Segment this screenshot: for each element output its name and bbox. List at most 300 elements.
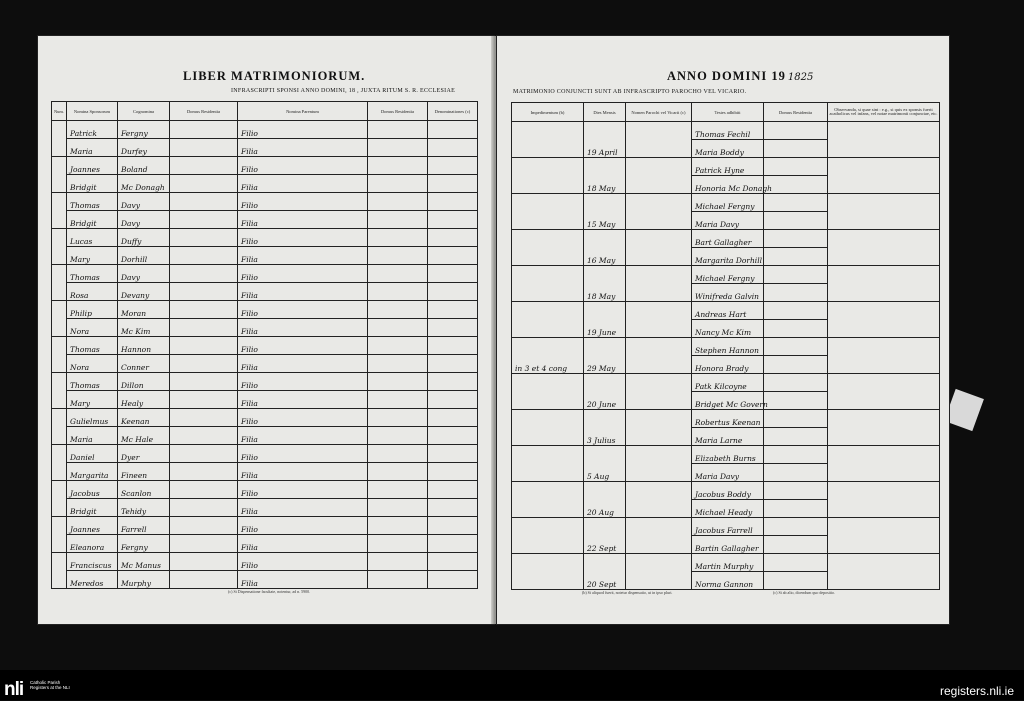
witness-1-residence <box>764 158 828 176</box>
left-col-header: Denominationes (c) <box>428 102 478 121</box>
impediment <box>512 554 584 590</box>
groom-denomination <box>428 301 478 319</box>
right-col-header: Testes adhibiti <box>692 103 764 122</box>
priest-name <box>626 554 692 590</box>
right-col-header: Nomen Parochi vel Vicarii (c) <box>626 103 692 122</box>
bride-residence <box>170 499 238 517</box>
bride-parents-residence <box>368 463 428 481</box>
bride-residence <box>170 463 238 481</box>
bride-denomination <box>428 319 478 337</box>
bride-surname: Davy <box>118 211 170 229</box>
left-col-header: Cognomina <box>118 102 170 121</box>
entry-number <box>52 265 67 301</box>
right-register-page <box>497 36 949 624</box>
marriage-date: 20 June <box>584 374 626 410</box>
witness-2-residence <box>764 248 828 266</box>
impediment <box>512 374 584 410</box>
bride-parents-residence <box>368 571 428 589</box>
register-row-bride <box>52 211 478 229</box>
bride-parents: Filia <box>238 427 368 445</box>
groom-parents: Filio <box>238 553 368 571</box>
groom-parents: Filio <box>238 445 368 463</box>
groom-residence <box>170 193 238 211</box>
marriage-date: 3 Julius <box>584 410 626 446</box>
bride-parents-residence <box>368 427 428 445</box>
groom-residence <box>170 121 238 139</box>
groom-name: Franciscus <box>67 553 118 571</box>
groom-surname: Dillon <box>118 373 170 391</box>
impediment <box>512 158 584 194</box>
entry-number <box>52 409 67 445</box>
groom-parents: Filio <box>238 229 368 247</box>
groom-name: Thomas <box>67 337 118 355</box>
groom-parents-residence <box>368 337 428 355</box>
marriage-row-top <box>512 446 940 464</box>
register-row-bride <box>52 319 478 337</box>
bride-surname: Mc Kim <box>118 319 170 337</box>
bride-surname: Dorhill <box>118 247 170 265</box>
entry-number <box>52 337 67 373</box>
bride-parents-residence <box>368 283 428 301</box>
groom-surname: Moran <box>118 301 170 319</box>
bride-name: Bridgit <box>67 175 118 193</box>
bride-surname: Conner <box>118 355 170 373</box>
bride-surname: Tehidy <box>118 499 170 517</box>
bride-parents: Filia <box>238 499 368 517</box>
priest-name <box>626 338 692 374</box>
bride-surname: Devany <box>118 283 170 301</box>
groom-denomination <box>428 265 478 283</box>
witness-1-residence <box>764 194 828 212</box>
priest-name <box>626 374 692 410</box>
bride-residence <box>170 571 238 589</box>
bride-name: Rosa <box>67 283 118 301</box>
register-row-bride <box>52 427 478 445</box>
register-row-groom <box>52 157 478 175</box>
groom-name: Jacobus <box>67 481 118 499</box>
witness-2-residence <box>764 212 828 230</box>
register-row-groom <box>52 229 478 247</box>
marriage-date: 16 May <box>584 230 626 266</box>
impediment <box>512 230 584 266</box>
groom-parents: Filio <box>238 337 368 355</box>
bride-parents: Filia <box>238 283 368 301</box>
left-col-header: Nomina Sponsorum <box>67 102 118 121</box>
impediment <box>512 302 584 338</box>
groom-parents-residence <box>368 229 428 247</box>
witness-1: Patk Kilcoyne <box>692 374 764 392</box>
bride-name: Bridgit <box>67 499 118 517</box>
bride-denomination <box>428 463 478 481</box>
impediment <box>512 194 584 230</box>
bride-parents: Filia <box>238 391 368 409</box>
witness-1: Thomas Fechil <box>692 122 764 140</box>
bride-residence <box>170 283 238 301</box>
groom-denomination <box>428 445 478 463</box>
witness-2: Bridget Mc Govern <box>692 392 764 410</box>
groom-name: Patrick <box>67 121 118 139</box>
groom-parents: Filio <box>238 373 368 391</box>
groom-parents: Filio <box>238 121 368 139</box>
groom-parents-residence <box>368 481 428 499</box>
witness-2: Michael Heady <box>692 500 764 518</box>
bride-residence <box>170 139 238 157</box>
witness-2-residence <box>764 536 828 554</box>
right-footnote-right: (c) Si ab alio, dicendum quo depositio. <box>773 590 835 595</box>
entry-number <box>52 157 67 193</box>
bride-parents-residence <box>368 247 428 265</box>
bride-surname: Murphy <box>118 571 170 589</box>
bride-residence <box>170 175 238 193</box>
groom-name: Joannes <box>67 517 118 535</box>
impediment <box>512 518 584 554</box>
bride-denomination <box>428 139 478 157</box>
bride-name: Eleanora <box>67 535 118 553</box>
marriage-row-top <box>512 374 940 392</box>
witness-2-residence <box>764 428 828 446</box>
groom-surname: Hannon <box>118 337 170 355</box>
bride-parents-residence <box>368 175 428 193</box>
groom-name: Thomas <box>67 373 118 391</box>
bride-parents-residence <box>368 499 428 517</box>
bride-parents-residence <box>368 391 428 409</box>
bride-parents-residence <box>368 535 428 553</box>
bride-denomination <box>428 499 478 517</box>
right-table-header <box>512 103 940 122</box>
register-row-bride <box>52 283 478 301</box>
register-row-bride <box>52 463 478 481</box>
priest-name <box>626 518 692 554</box>
left-register-page <box>38 36 494 624</box>
witness-1-residence <box>764 518 828 536</box>
marriage-row-top <box>512 302 940 320</box>
impediment <box>512 482 584 518</box>
anno-domini-label: ANNO DOMINI <box>667 69 768 83</box>
groom-denomination <box>428 553 478 571</box>
left-table-header <box>52 102 478 121</box>
bride-denomination <box>428 247 478 265</box>
bride-name: Maria <box>67 139 118 157</box>
marriage-date: 22 Sept <box>584 518 626 554</box>
groom-parents-residence <box>368 553 428 571</box>
witness-1-residence <box>764 302 828 320</box>
witness-1-residence <box>764 410 828 428</box>
impediment <box>512 446 584 482</box>
witness-1-residence <box>764 266 828 284</box>
groom-parents-residence <box>368 445 428 463</box>
register-row-groom <box>52 265 478 283</box>
priest-name <box>626 446 692 482</box>
bride-residence <box>170 355 238 373</box>
register-row-groom <box>52 445 478 463</box>
witness-1-residence <box>764 374 828 392</box>
register-row-bride <box>52 247 478 265</box>
marriage-date: 15 May <box>584 194 626 230</box>
witness-2-residence <box>764 176 828 194</box>
register-row-groom <box>52 373 478 391</box>
groom-denomination <box>428 409 478 427</box>
groom-denomination <box>428 517 478 535</box>
groom-name: Daniel <box>67 445 118 463</box>
priest-name <box>626 266 692 302</box>
witness-2: Bartin Gallagher <box>692 536 764 554</box>
groom-denomination <box>428 193 478 211</box>
witness-2-residence <box>764 356 828 374</box>
groom-surname: Dyer <box>118 445 170 463</box>
groom-surname: Davy <box>118 193 170 211</box>
register-row-groom <box>52 121 478 139</box>
left-footnote: (c) Si Dispensatione facultate, notentur, ad n. 5900. <box>228 589 311 594</box>
witness-1: Martin Murphy <box>692 554 764 572</box>
bride-denomination <box>428 571 478 589</box>
priest-name <box>626 482 692 518</box>
bride-name: Mary <box>67 247 118 265</box>
witness-1: Patrick Hyne <box>692 158 764 176</box>
witness-1-residence <box>764 230 828 248</box>
bride-denomination <box>428 175 478 193</box>
bride-surname: Fergny <box>118 535 170 553</box>
witness-2: Maria Larne <box>692 428 764 446</box>
register-row-bride <box>52 571 478 589</box>
bride-denomination <box>428 391 478 409</box>
priest-name <box>626 410 692 446</box>
groom-parents: Filio <box>238 481 368 499</box>
groom-surname: Davy <box>118 265 170 283</box>
groom-parents: Filio <box>238 517 368 535</box>
bride-surname: Mc Hale <box>118 427 170 445</box>
bride-name: Nora <box>67 355 118 373</box>
priest-name <box>626 122 692 158</box>
observations <box>828 518 940 554</box>
entry-number <box>52 193 67 229</box>
witness-1-residence <box>764 554 828 572</box>
entry-number <box>52 553 67 589</box>
bride-parents: Filia <box>238 211 368 229</box>
entry-number <box>52 301 67 337</box>
marriage-date: 29 May <box>584 338 626 374</box>
groom-residence <box>170 229 238 247</box>
marriage-row-top <box>512 518 940 536</box>
groom-name: Gulielmus <box>67 409 118 427</box>
groom-parents-residence <box>368 373 428 391</box>
witness-2-residence <box>764 392 828 410</box>
groom-denomination <box>428 373 478 391</box>
year-printed: 19 <box>771 69 786 83</box>
entry-number <box>52 121 67 157</box>
groom-residence <box>170 157 238 175</box>
witness-1: Michael Fergny <box>692 266 764 284</box>
marriage-row-top <box>512 410 940 428</box>
right-page-title <box>667 69 813 84</box>
bride-parents-residence <box>368 211 428 229</box>
bride-residence <box>170 391 238 409</box>
groom-parents-residence <box>368 157 428 175</box>
observations <box>828 446 940 482</box>
register-row-bride <box>52 139 478 157</box>
witness-2-residence <box>764 572 828 590</box>
marriage-date: 19 April <box>584 122 626 158</box>
register-row-bride <box>52 535 478 553</box>
witness-1-residence <box>764 482 828 500</box>
register-row-groom <box>52 193 478 211</box>
priest-name <box>626 230 692 266</box>
groom-parents-residence <box>368 301 428 319</box>
branding-bar <box>0 670 1024 700</box>
groom-parents-residence <box>368 265 428 283</box>
bride-parents: Filia <box>238 571 368 589</box>
witness-2: Honoria Mc Donagh <box>692 176 764 194</box>
groom-residence <box>170 301 238 319</box>
groom-name: Philip <box>67 301 118 319</box>
groom-name: Thomas <box>67 193 118 211</box>
bride-parents: Filia <box>238 319 368 337</box>
groom-name: Lucas <box>67 229 118 247</box>
nli-logo-subtitle: Catholic Parish Registers at the NLI <box>30 680 70 690</box>
right-table-body <box>512 122 940 590</box>
register-row-groom <box>52 553 478 571</box>
groom-residence <box>170 517 238 535</box>
entry-number <box>52 373 67 409</box>
bride-denomination <box>428 427 478 445</box>
bride-parents: Filia <box>238 247 368 265</box>
groom-residence <box>170 337 238 355</box>
right-col-header: Impedimentum (b) <box>512 103 584 122</box>
left-col-header: Nomina Parentum <box>238 102 368 121</box>
groom-residence <box>170 481 238 499</box>
left-page-title: LIBER MATRIMONIORUM. <box>183 69 366 83</box>
witness-1: Jacobus Boddy <box>692 482 764 500</box>
groom-residence <box>170 265 238 283</box>
witness-1: Jacobus Farrell <box>692 518 764 536</box>
impediment: in 3 et 4 cong <box>512 338 584 374</box>
groom-surname: Duffy <box>118 229 170 247</box>
groom-residence <box>170 373 238 391</box>
marriage-row-top <box>512 482 940 500</box>
bride-parents: Filia <box>238 175 368 193</box>
groom-parents: Filio <box>238 301 368 319</box>
marriage-date: 20 Aug <box>584 482 626 518</box>
witness-2: Nancy Mc Kim <box>692 320 764 338</box>
witness-2: Maria Davy <box>692 464 764 482</box>
bride-surname: Mc Donagh <box>118 175 170 193</box>
groom-surname: Fergny <box>118 121 170 139</box>
witness-1: Michael Fergny <box>692 194 764 212</box>
witness-1: Bart Gallagher <box>692 230 764 248</box>
entry-number <box>52 229 67 265</box>
observations <box>828 266 940 302</box>
groom-denomination <box>428 481 478 499</box>
witness-1: Stephen Hannon <box>692 338 764 356</box>
year-handwritten: 1825 <box>787 72 814 83</box>
groom-residence <box>170 553 238 571</box>
impediment <box>512 410 584 446</box>
bride-parents-residence <box>368 355 428 373</box>
bride-parents: Filia <box>238 463 368 481</box>
groom-denomination <box>428 337 478 355</box>
register-row-groom <box>52 481 478 499</box>
right-footnote-left: (b) Si aliquod fuerit, notetur dispensatio, ut in ipso pluri. <box>582 590 673 595</box>
bride-name: Meredos <box>67 571 118 589</box>
groom-denomination <box>428 121 478 139</box>
observations <box>828 158 940 194</box>
left-col-header: Domus Residentia <box>170 102 238 121</box>
witness-2-residence <box>764 464 828 482</box>
groom-parents-residence <box>368 121 428 139</box>
observations <box>828 482 940 518</box>
marriage-date: 5 Aug <box>584 446 626 482</box>
observations <box>828 194 940 230</box>
groom-denomination <box>428 229 478 247</box>
entry-number <box>52 481 67 517</box>
groom-residence <box>170 409 238 427</box>
register-row-groom <box>52 517 478 535</box>
left-col-header: Domus Residentia <box>368 102 428 121</box>
bride-residence <box>170 247 238 265</box>
groom-surname: Scanlon <box>118 481 170 499</box>
bride-denomination <box>428 211 478 229</box>
witness-2: Norma Gannon <box>692 572 764 590</box>
left-col-header: Num. <box>52 102 67 121</box>
bride-denomination <box>428 535 478 553</box>
marriage-row-top <box>512 122 940 140</box>
priest-name <box>626 302 692 338</box>
witness-1-residence <box>764 338 828 356</box>
bride-name: Mary <box>67 391 118 409</box>
groom-parents: Filio <box>238 409 368 427</box>
entry-number <box>52 445 67 481</box>
register-row-groom <box>52 337 478 355</box>
groom-parents-residence <box>368 193 428 211</box>
observations <box>828 122 940 158</box>
groom-parents-residence <box>368 517 428 535</box>
observations <box>828 554 940 590</box>
groom-name: Joannes <box>67 157 118 175</box>
groom-surname: Farrell <box>118 517 170 535</box>
right-col-header: Dies Mensis <box>584 103 626 122</box>
witness-2: Winifreda Galvin <box>692 284 764 302</box>
bride-parents: Filia <box>238 535 368 553</box>
marriage-register-table-right <box>511 102 940 590</box>
groom-parents: Filio <box>238 157 368 175</box>
witness-2: Maria Davy <box>692 212 764 230</box>
witness-2-residence <box>764 284 828 302</box>
bride-surname: Durfey <box>118 139 170 157</box>
witness-2-residence <box>764 140 828 158</box>
marriage-row-top <box>512 338 940 356</box>
groom-surname: Keenan <box>118 409 170 427</box>
impediment <box>512 122 584 158</box>
witness-1: Elizabeth Burns <box>692 446 764 464</box>
observations <box>828 230 940 266</box>
priest-name <box>626 158 692 194</box>
marriage-date: 19 June <box>584 302 626 338</box>
groom-parents: Filio <box>238 193 368 211</box>
witness-2: Margarita Dorhill <box>692 248 764 266</box>
bride-residence <box>170 535 238 553</box>
bride-parents-residence <box>368 319 428 337</box>
register-row-groom <box>52 409 478 427</box>
witness-2: Maria Boddy <box>692 140 764 158</box>
bride-parents: Filia <box>238 355 368 373</box>
observations <box>828 374 940 410</box>
site-url[interactable]: registers.nli.ie <box>939 684 1014 698</box>
observations <box>828 410 940 446</box>
bride-residence <box>170 211 238 229</box>
bride-name: Bridgit <box>67 211 118 229</box>
marriage-row-top <box>512 554 940 572</box>
right-col-header: Observanda, si quae sint : e.g., si quis ex sponsis fuerit acatholicus vel infans, vel notae matrimonii conjunctae, etc. <box>828 103 940 122</box>
right-col-header: Domus Residentia <box>764 103 828 122</box>
